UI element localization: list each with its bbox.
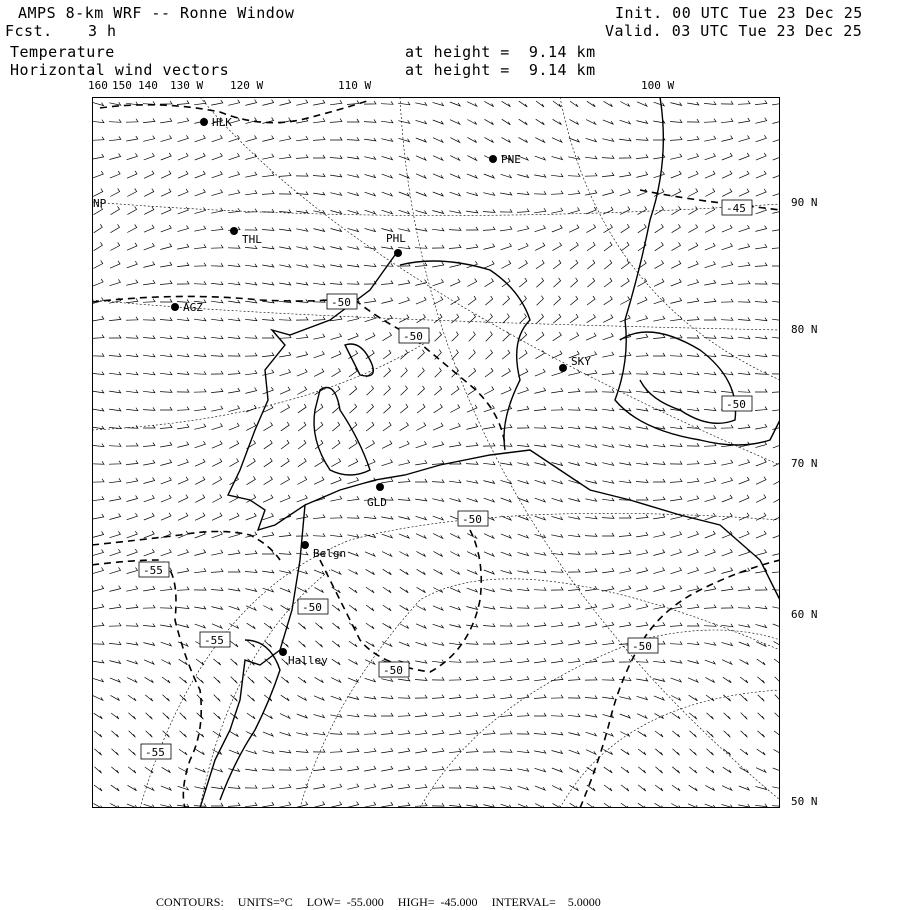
station-marker-hlk: [200, 118, 208, 126]
lon-label-130: 130 W: [170, 79, 204, 92]
contour-label-minus50-c: -50: [726, 398, 746, 411]
longitude-labels: [88, 79, 674, 92]
north-pole-label: NP: [93, 197, 107, 210]
lon-label-110: 110 W: [338, 79, 372, 92]
lat-label-90: 90 N: [791, 196, 818, 209]
contour-label-minus50-e: -50: [302, 601, 322, 614]
height-temperature: at height = 9.14 km: [405, 43, 596, 61]
stations: [171, 116, 591, 667]
contour-label-minus50-d: -50: [462, 513, 482, 526]
height-wind: at height = 9.14 km: [405, 61, 596, 79]
station-marker-pne: [489, 155, 497, 163]
contours-heading: CONTOURS:: [156, 895, 224, 909]
wind-vectors: [92, 100, 784, 809]
station-marker-phl: [394, 249, 402, 257]
station-marker-agz: [171, 303, 179, 311]
contour-label-minus55-c: -55: [145, 746, 165, 759]
contour-label-minus50-a: -50: [331, 296, 351, 309]
station-marker-gld: [376, 483, 384, 491]
lat-label-80: 80 N: [791, 323, 818, 336]
field-name-temperature: Temperature: [10, 43, 115, 61]
station-marker-halley: [279, 648, 287, 656]
station-label-pne: PNE: [501, 153, 521, 166]
station-marker-belgn: [301, 541, 309, 549]
station-label-agz: AGZ: [183, 301, 203, 314]
lon-label-140: 140: [138, 79, 158, 92]
station-marker-sky: [559, 364, 567, 372]
station-marker-thl: [230, 227, 238, 235]
contour-high: HIGH= -45.000: [397, 895, 478, 909]
init-time: Init. 00 UTC Tue 23 Dec 25: [615, 4, 863, 22]
station-label-hlk: HLK: [212, 116, 232, 129]
contour-units: UNITS=°C: [237, 895, 293, 909]
forecast-label: Fcst.: [5, 22, 53, 40]
contour-label-minus50-b: -50: [403, 330, 423, 343]
contour-low: LOW= -55.000: [306, 895, 384, 909]
station-label-gld: GLD: [367, 496, 387, 509]
lat-label-60: 60 N: [791, 608, 818, 621]
contour-legend: [150, 880, 750, 910]
contour-label-minus50-g: -50: [383, 664, 403, 677]
latitude-labels: [791, 196, 818, 808]
lon-label-100: 100 W: [641, 79, 675, 92]
wind-vector-field: [92, 100, 784, 809]
contour-label-minus55-b: -55: [204, 634, 224, 647]
temperature-contours: [92, 100, 780, 808]
coastline: [200, 97, 780, 808]
graticule: [92, 97, 780, 808]
forecast-hour: 3 h: [88, 22, 117, 40]
contour-label-minus50-f: -50: [632, 640, 652, 653]
station-label-phl: PHL: [386, 232, 406, 245]
lon-label-160: 160: [88, 79, 108, 92]
station-label-thl: THL: [242, 233, 262, 246]
station-label-belgn: Belgn: [313, 547, 347, 560]
lat-label-50: 50 N: [791, 795, 818, 808]
model-title: AMPS 8-km WRF -- Ronne Window: [18, 4, 295, 22]
contour-label-minus45: -45: [726, 202, 746, 215]
lon-label-120: 120 W: [230, 79, 264, 92]
contour-interval: INTERVAL= 5.0000: [491, 895, 601, 909]
valid-time: Valid. 03 UTC Tue 23 Dec 25: [605, 22, 863, 40]
station-label-sky: SKY: [571, 355, 591, 368]
contour-label-minus55-a: -55: [143, 564, 163, 577]
lon-label-150: 150: [112, 79, 132, 92]
station-label-halley: Halley: [288, 654, 328, 667]
field-name-wind: Horizontal wind vectors: [10, 61, 230, 79]
lat-label-70: 70 N: [791, 457, 818, 470]
